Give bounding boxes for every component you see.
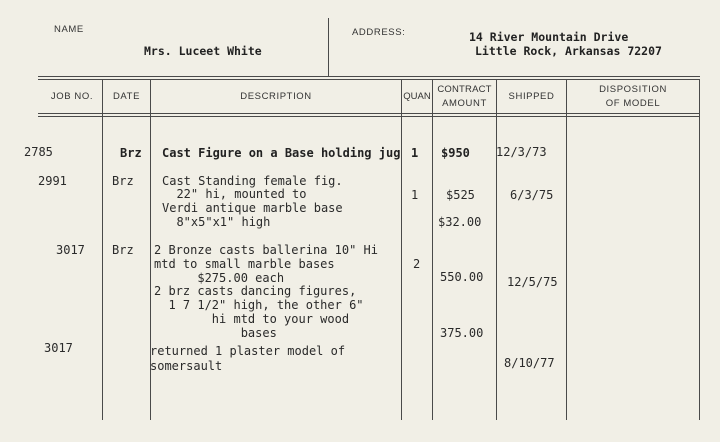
col-quan: QUAN bbox=[403, 91, 431, 102]
row2-date: Brz bbox=[112, 174, 134, 188]
col-contract: CONTRACT bbox=[437, 84, 492, 95]
row3-desc: $275.00 each bbox=[154, 271, 285, 285]
row2-amount-2: $32.00 bbox=[438, 215, 482, 229]
name-label: NAME bbox=[54, 24, 84, 35]
col-divider bbox=[432, 80, 433, 420]
header-divider bbox=[328, 18, 329, 76]
row4-job: 3017 bbox=[44, 341, 73, 355]
row4-desc: returned 1 plaster model of bbox=[150, 344, 346, 358]
row2-shipped: 6/3/75 bbox=[510, 188, 554, 202]
row3-date: Brz bbox=[112, 243, 134, 257]
address-line-1: 14 River Mountain Drive bbox=[469, 30, 629, 44]
rule-header-bottom bbox=[38, 113, 700, 114]
row3-job: 3017 bbox=[56, 243, 85, 257]
row3-desc: hi mtd to your wood bbox=[154, 312, 350, 326]
row3-amount: 550.00 bbox=[440, 270, 484, 284]
rule-top-2 bbox=[38, 79, 700, 80]
col-amount: AMOUNT bbox=[442, 98, 487, 109]
col-description: DESCRIPTION bbox=[240, 91, 312, 102]
row3-amount-2: 375.00 bbox=[440, 326, 484, 340]
row3-desc: 2 brz casts dancing figures, bbox=[154, 284, 357, 298]
row1-date: Brz bbox=[120, 146, 142, 160]
row2-desc: Verdi antique marble base bbox=[162, 201, 343, 215]
col-shipped: SHIPPED bbox=[508, 91, 555, 102]
row1-desc: Cast Figure on a Base holding jug bbox=[162, 146, 401, 160]
row3-desc: 1 7 1/2" high, the other 6" bbox=[154, 298, 364, 312]
col-job-no: JOB NO. bbox=[50, 91, 94, 102]
row4-shipped: 8/10/77 bbox=[504, 356, 555, 370]
row3-quan: 2 bbox=[413, 257, 421, 271]
rule-top bbox=[38, 76, 700, 77]
address-label: ADDRESS: bbox=[352, 27, 406, 38]
row2-job: 2991 bbox=[38, 174, 67, 188]
col-divider bbox=[401, 80, 402, 420]
row1-quan: 1 bbox=[411, 146, 419, 160]
col-divider bbox=[496, 80, 497, 420]
row2-desc: 22" hi, mounted to bbox=[162, 187, 307, 201]
col-divider bbox=[566, 80, 567, 420]
col-of-model: OF MODEL bbox=[605, 98, 661, 109]
row2-desc: 8"x5"x1" high bbox=[162, 215, 271, 229]
row3-desc: mtd to small marble bases bbox=[154, 257, 335, 271]
row2-quan: 1 bbox=[411, 188, 419, 202]
col-date: DATE bbox=[112, 91, 141, 102]
col-divider bbox=[699, 80, 700, 420]
col-divider bbox=[102, 80, 103, 420]
row1-shipped: 12/3/73 bbox=[496, 145, 547, 159]
row1-job: 2785 bbox=[24, 145, 53, 159]
row3-desc: bases bbox=[154, 326, 277, 340]
address-line-2: Little Rock, Arkansas 72207 bbox=[475, 44, 662, 58]
customer-name: Mrs. Luceet White bbox=[144, 44, 262, 58]
row4-desc: somersault bbox=[150, 359, 223, 373]
col-disposition: DISPOSITION bbox=[599, 84, 667, 95]
row2-desc: Cast Standing female fig. bbox=[162, 174, 343, 188]
row2-amount: $525 bbox=[446, 188, 475, 202]
row1-amount: $950 bbox=[441, 146, 470, 160]
rule-header-bottom-2 bbox=[38, 116, 700, 117]
row3-shipped: 12/5/75 bbox=[507, 275, 558, 289]
row3-desc: 2 Bronze casts ballerina 10" Hi bbox=[154, 243, 378, 257]
